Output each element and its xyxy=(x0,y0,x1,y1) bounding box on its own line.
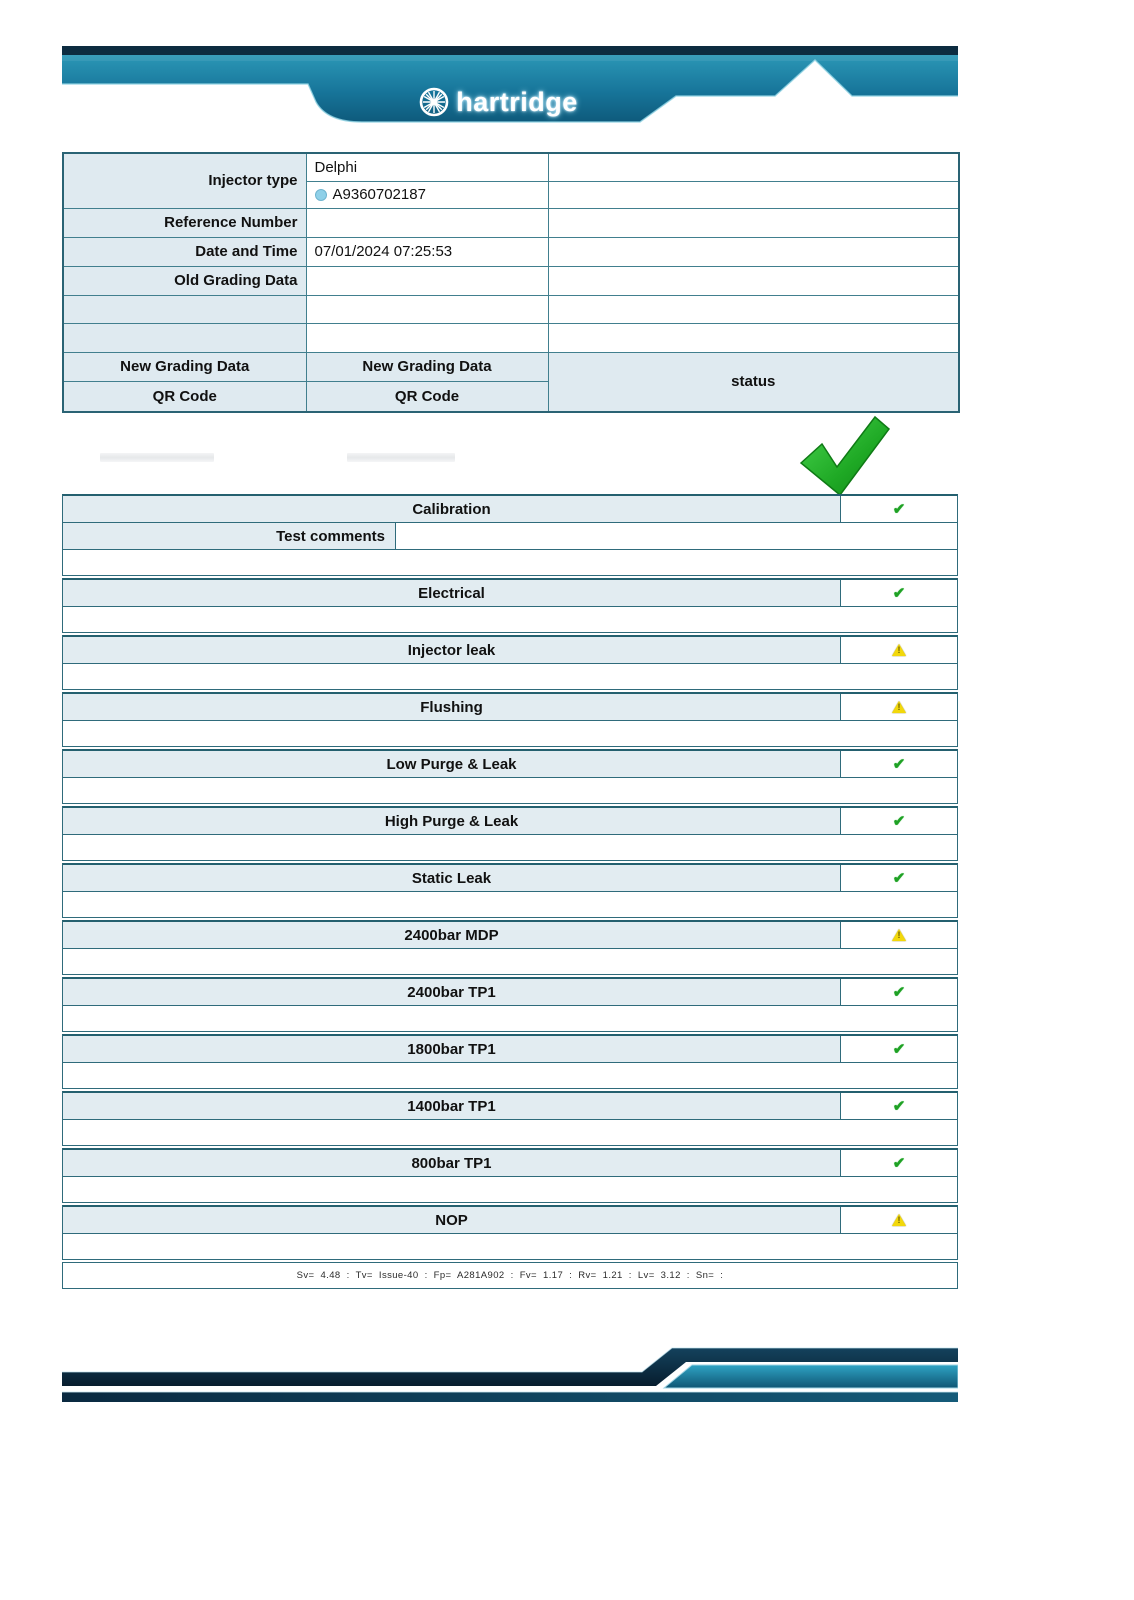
test-detail-empty-row xyxy=(63,1062,957,1088)
test-row xyxy=(62,863,958,918)
test-comments-row xyxy=(63,522,957,549)
injector-type-value-1: Delphi xyxy=(306,153,548,181)
test-status-cell xyxy=(841,1207,957,1233)
warning-icon xyxy=(892,644,906,656)
system-info-row xyxy=(62,1262,958,1289)
check-icon xyxy=(893,871,906,886)
test-status-cell xyxy=(841,580,957,606)
qr-code-label-col2: QR Code xyxy=(306,381,548,412)
test-name: Static Leak xyxy=(63,865,841,891)
test-status-cell xyxy=(841,496,957,522)
injector-type-value-2: A9360702187 xyxy=(306,181,548,208)
test-row xyxy=(62,920,958,975)
injector-type-label: Injector type xyxy=(63,153,306,208)
test-name: Flushing xyxy=(63,694,841,720)
brand-text: hartridge xyxy=(456,86,578,117)
test-name: Electrical xyxy=(63,580,841,606)
test-name: 800bar TP1 xyxy=(63,1150,841,1176)
test-row xyxy=(62,1034,958,1089)
old-grading-value xyxy=(306,266,548,295)
warning-icon xyxy=(892,929,906,941)
test-row xyxy=(62,578,958,633)
test-detail-empty-row xyxy=(63,1233,957,1259)
test-detail-empty-row xyxy=(63,891,957,917)
check-icon xyxy=(893,985,906,1000)
test-name: 2400bar TP1 xyxy=(63,979,841,1005)
test-status-cell xyxy=(841,1150,957,1176)
test-status-cell xyxy=(841,865,957,891)
injector-type-extra-2 xyxy=(548,181,959,208)
test-detail-empty-row xyxy=(63,720,957,746)
status-header: status xyxy=(548,352,959,412)
test-row xyxy=(62,1205,958,1260)
tests-section xyxy=(62,494,958,1289)
test-comments-value xyxy=(396,523,957,549)
test-name: Low Purge & Leak xyxy=(63,751,841,777)
warning-icon xyxy=(892,1214,906,1226)
footer-banner-graphic xyxy=(62,1346,958,1404)
test-status-cell xyxy=(841,1036,957,1062)
warning-icon xyxy=(892,701,906,713)
test-status-cell xyxy=(841,637,957,663)
qr-code-label-col1: QR Code xyxy=(63,381,306,412)
reference-number-value xyxy=(306,208,548,237)
test-name: 1400bar TP1 xyxy=(63,1093,841,1119)
test-row xyxy=(62,806,958,861)
test-row xyxy=(62,635,958,690)
faded-placeholder-2 xyxy=(347,453,455,462)
check-icon xyxy=(893,1156,906,1171)
overall-pass-icon xyxy=(793,411,893,499)
test-detail-empty-row xyxy=(63,549,957,575)
test-name: High Purge & Leak xyxy=(63,808,841,834)
test-detail-empty-row xyxy=(63,1176,957,1202)
check-icon xyxy=(893,1042,906,1057)
test-row xyxy=(62,1148,958,1203)
test-status-cell xyxy=(841,751,957,777)
test-row xyxy=(62,749,958,804)
test-detail-empty-row xyxy=(63,834,957,860)
check-icon xyxy=(893,586,906,601)
footer-banner xyxy=(62,1346,958,1404)
test-row xyxy=(62,1091,958,1146)
test-name: 2400bar MDP xyxy=(63,922,841,948)
header-banner xyxy=(62,46,958,124)
test-row xyxy=(62,692,958,747)
check-icon xyxy=(893,1099,906,1114)
test-detail-empty-row xyxy=(63,1119,957,1145)
reference-number-label: Reference Number xyxy=(63,208,306,237)
test-status-cell xyxy=(841,979,957,1005)
old-grading-label: Old Grading Data xyxy=(63,266,306,295)
test-name: Injector leak xyxy=(63,637,841,663)
check-icon xyxy=(893,757,906,772)
faded-placeholder-1 xyxy=(100,453,214,462)
test-detail-empty-row xyxy=(63,777,957,803)
test-row xyxy=(62,494,958,576)
test-name: 1800bar TP1 xyxy=(63,1036,841,1062)
injector-info-table xyxy=(62,152,960,413)
test-row xyxy=(62,977,958,1032)
check-icon xyxy=(893,502,906,517)
test-detail-empty-row xyxy=(63,948,957,974)
test-blocks xyxy=(62,494,958,1260)
test-detail-empty-row xyxy=(63,663,957,689)
test-status-cell xyxy=(841,694,957,720)
header-banner-graphic xyxy=(62,46,958,124)
new-grading-label-col1: New Grading Data xyxy=(63,352,306,381)
test-status-cell xyxy=(841,922,957,948)
test-detail-empty-row xyxy=(63,606,957,632)
new-grading-label-col2: New Grading Data xyxy=(306,352,548,381)
test-name: Calibration xyxy=(63,496,841,522)
bullet-icon xyxy=(315,189,327,201)
test-status-cell xyxy=(841,1093,957,1119)
date-time-label: Date and Time xyxy=(63,237,306,266)
test-name: NOP xyxy=(63,1207,841,1233)
system-info-text: Sv= 4.48 : Tv= Issue-40 : Fp= A281A902 : Fv= 1.17 : Rv= 1.21 : Lv= 3.12 : Sn= : xyxy=(296,1270,724,1281)
test-comments-label: Test comments xyxy=(63,523,396,549)
injector-type-extra-1 xyxy=(548,153,959,181)
test-detail-empty-row xyxy=(63,1005,957,1031)
date-time-value: 07/01/2024 07:25:53 xyxy=(306,237,548,266)
check-icon xyxy=(893,814,906,829)
test-status-cell xyxy=(841,808,957,834)
